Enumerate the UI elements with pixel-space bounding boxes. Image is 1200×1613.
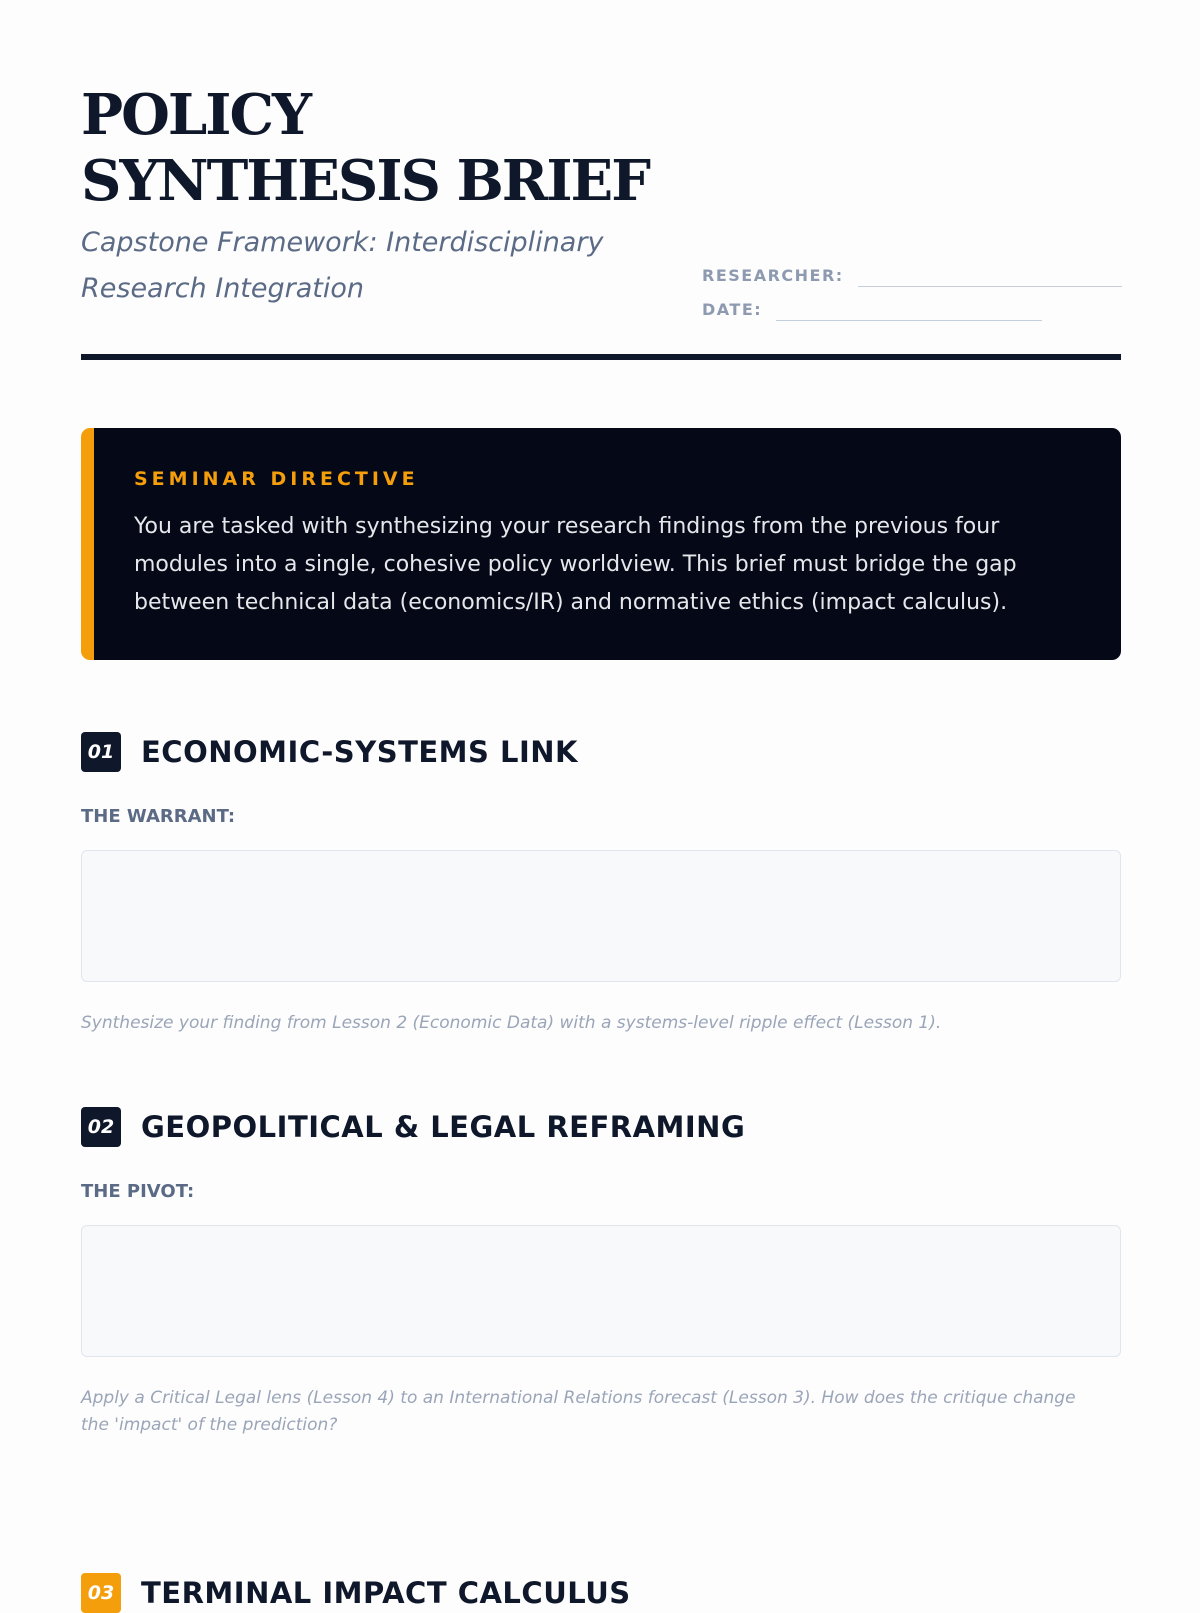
warrant-hint: Synthesize your finding from Lesson 2 (Economic Data) with a systems-level ripple effect (Lesson 1). xyxy=(81,1013,942,1033)
meta-fields xyxy=(702,253,1122,321)
section-number-badge: 01 xyxy=(81,732,121,772)
pivot-input[interactable] xyxy=(81,1225,1121,1357)
warrant-input[interactable] xyxy=(81,850,1121,982)
warrant-label: THE WARRANT: xyxy=(81,806,236,827)
pivot-hint: Apply a Critical Legal lens (Lesson 4) to an International Relations forecast (Lesson 3). How does the critique change the 'impact' of the prediction? xyxy=(81,1388,1076,1435)
researcher-row xyxy=(702,253,1122,287)
section-header xyxy=(81,1573,1121,1613)
date-row xyxy=(702,287,1122,321)
researcher-field[interactable] xyxy=(858,266,1122,287)
date-field[interactable] xyxy=(776,300,1042,321)
header-divider xyxy=(81,354,1121,360)
directive-body: You are tasked with synthesizing your research findings from the previous four modules into a single, cohesive policy worldview. This brief must bridge the gap between technical data (economics/IR) and normative ethics (impact calculus). xyxy=(134,514,1017,615)
section-number-badge: 03 xyxy=(81,1573,121,1613)
seminar-directive-callout xyxy=(81,428,1121,660)
section-economic-systems-link xyxy=(81,732,1121,1037)
researcher-label: RESEARCHER: xyxy=(702,266,844,285)
section-number-badge: 02 xyxy=(81,1107,121,1147)
directive-heading: SEMINAR DIRECTIVE xyxy=(134,468,419,490)
section-title: ECONOMIC-SYSTEMS LINK xyxy=(141,735,579,769)
date-label: DATE: xyxy=(702,300,763,319)
section-header xyxy=(81,1107,1121,1147)
section-title: GEOPOLITICAL & LEGAL REFRAMING xyxy=(141,1110,746,1144)
page-subtitle: Capstone Framework: Interdisciplinary Research Integration xyxy=(81,227,604,304)
brief-page xyxy=(81,0,1121,1610)
pivot-label: THE PIVOT: xyxy=(81,1181,195,1202)
section-terminal-impact-calculus xyxy=(81,1573,1121,1613)
section-header xyxy=(81,732,1121,772)
brief-header xyxy=(81,0,1121,360)
section-geopolitical-legal-reframing xyxy=(81,1107,1121,1439)
section-title: TERMINAL IMPACT CALCULUS xyxy=(141,1576,631,1610)
page-title: POLICY SYNTHESIS BRIEF xyxy=(81,82,649,214)
